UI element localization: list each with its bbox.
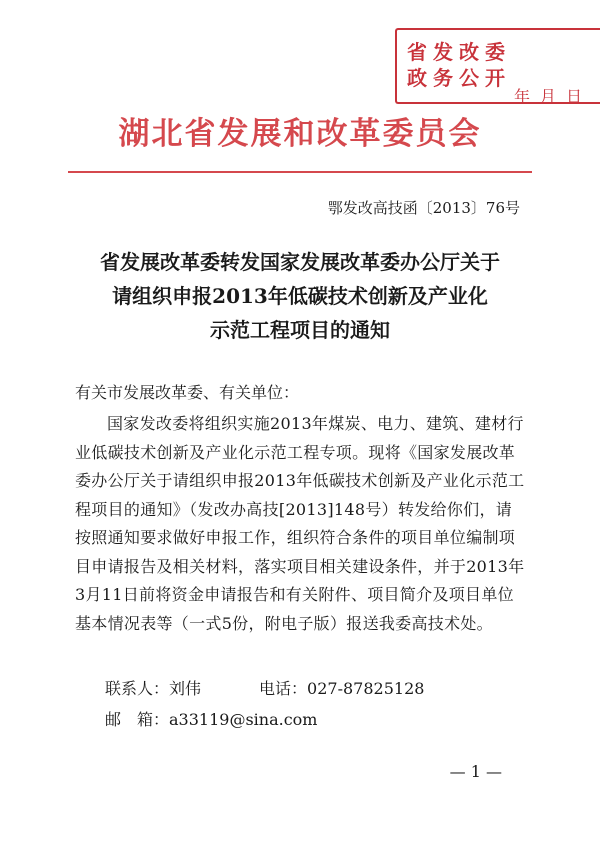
document-title (0, 245, 600, 347)
body-text (75, 410, 527, 638)
document-title-line: 示范工程项目的通知 (210, 318, 390, 342)
official-stamp (395, 28, 600, 104)
contact-person-label: 联系人： (105, 679, 170, 698)
contact-phone: 027-87825128 (307, 679, 425, 698)
body-paragraph: 国家发改委将组织实施2013年煤炭、电力、建筑、建材行业低碳技术创新及产业化示范工程专项。现将《国家发展改革委办公厅关于请组织申报2013年低碳技术创新及产业化示范工程项目的通知》（发改办高技[2013]148号）转发给你们，请按照通知要求做好申报工作，组织符合条件的项目单位编制项目申请报告及相关材料，落实项目相关建设条件，并于2013年3月11日前将资金申请报告和有关附件、项目简介及项目单位基本情况表等（一式5份，附电子版）报送我委高技术处。 (75, 414, 525, 633)
red-divider (68, 171, 532, 173)
contact-phone-label: 电话： (259, 679, 308, 698)
contact-email-label: 邮 箱： (105, 710, 170, 729)
stamp-date: 年月日 (513, 87, 592, 106)
contact-email-row (105, 707, 317, 730)
page-number: — 1 — (449, 762, 502, 781)
document-title-line: 请组织申报2013年低碳技术创新及产业化 (112, 284, 488, 308)
stamp-line-2: 政务公开 (407, 66, 511, 90)
stamp-line-1: 省发改委 (407, 40, 511, 64)
contact-email[interactable]: a33119@sina.com (169, 710, 318, 729)
contact-person-name: 刘伟 (169, 679, 202, 698)
document-title-line: 省发展改革委转发国家发展改革委办公厅关于 (100, 250, 500, 274)
salutation: 有关市发展改革委、有关单位： (75, 383, 300, 402)
contact-person-row (105, 676, 424, 699)
document-number: 鄂发改高技函〔2013〕76号 (327, 199, 520, 217)
issuer-title: 湖北省发展和改革委员会 (118, 116, 482, 152)
